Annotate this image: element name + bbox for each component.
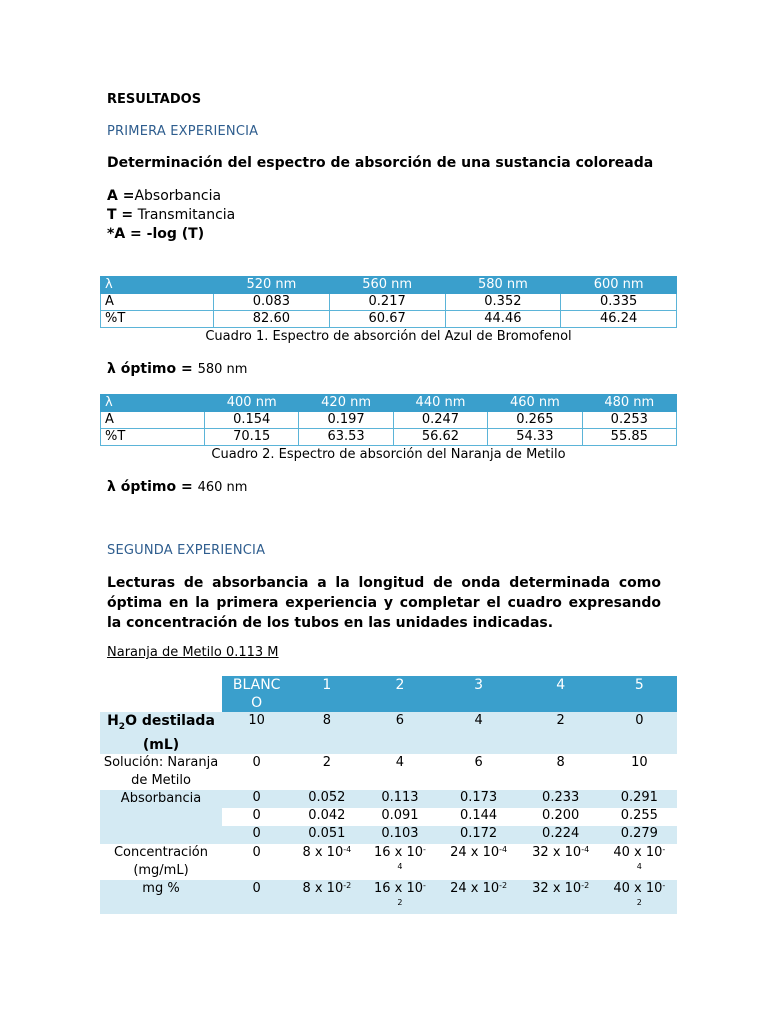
table-cell: 70.15 [205,429,299,446]
table-cell: 0.217 [329,294,445,311]
table-cell: 2 [322,754,331,770]
table-cell: 0.052 [308,789,346,805]
table-cell: 0.265 [488,412,582,429]
table-cell: 16 x 10- 2 [373,880,426,907]
row-label-solucion: Solución: Naranja de Metilo [103,754,219,788]
table-cell: 0 [252,844,261,860]
table-row [101,412,677,429]
table-cell: 16 x 10- 4 [373,844,426,871]
table-cell: 0 [252,825,261,841]
section-title-segunda: SEGUNDA EXPERIENCIA [107,543,266,558]
table-header-row [101,277,677,294]
table-cell: 0.051 [308,825,346,841]
table-cell: 32 x $10^{-2}$ [532,880,590,896]
table-header-cell: 580 nm [445,277,561,294]
table-header-row [100,676,677,712]
optimo-value: 580 nm [197,362,248,377]
table-cell: 40 x 10- 2 [613,880,666,907]
table-cell: 2 [556,713,565,728]
table-cell: %T [101,311,214,328]
table-cell: 8 x $10^{-2}$ [302,880,352,896]
concentration-table [100,676,677,914]
optimo-1 [107,361,247,377]
optimo-value: 460 nm [197,480,248,495]
table-cell: 0.197 [299,412,393,429]
table-cell: 10 [631,754,648,770]
table-cell: 6 [395,713,405,728]
table-row [101,294,677,311]
table-header-corner [100,676,222,712]
table-header-cell: λ [101,395,205,412]
table-header-cell: 560 nm [329,277,445,294]
table-cell: 82.60 [214,311,330,328]
table-cell: A [101,412,205,429]
table-caption-1: Cuadro 1. Espectro de absorción del Azul de Bromofenol [205,329,572,344]
table-header-cell: λ [101,277,214,294]
table-cell: 0.144 [459,807,498,823]
optimo-label: λ óptimo = [107,479,198,495]
row-label-mg: mg % [142,880,180,896]
table-cell: 0.200 [542,807,580,823]
def-t-key: T = [107,207,134,223]
table-cell: 0.233 [542,789,580,805]
table-cell: %T [101,429,205,446]
row-label-concentracion: Concentración (mg/mL) [113,844,208,878]
table-cell: 8 [322,713,331,728]
table-header-cell: 2 [362,676,437,712]
section-subtitle: Determinación del espectro de absorción de una sustancia coloreada [107,155,654,171]
table-row [100,754,677,790]
def-a-value: Absorbancia [134,188,222,204]
definitions [107,187,235,244]
table-cell: 0.291 [620,789,658,805]
table-header-cell: 420 nm [299,395,393,412]
table-header-cell: 480 nm [582,395,676,412]
page-heading: RESULTADOS [107,92,202,107]
table-cell: 0 [252,789,261,805]
table-cell: 6 [474,754,483,770]
table-header-cell: 460 nm [488,395,582,412]
table-cell: 0.091 [381,807,419,823]
table-cell: 0.154 [205,412,299,429]
table-cell: 0.173 [459,789,498,805]
table-header-cell: BLANC O [222,676,291,712]
table-cell: 0.083 [214,294,330,311]
table-cell: 0.103 [381,825,419,841]
table-row [101,311,677,328]
table-cell: 8 x $10^{-4}$ [302,844,352,860]
def-t-value: Transmitancia [133,207,236,223]
spectrum-table-2 [100,394,677,446]
optimo-2 [107,479,247,495]
spectrum-table-1 [100,276,677,328]
table-caption-2: Cuadro 2. Espectro de absorción del Naranja de Metilo [211,447,566,462]
table-header-cell: 600 nm [561,277,677,294]
table-header-cell: 3 [438,676,520,712]
table-row [101,429,677,446]
table-header-cell: 440 nm [393,395,487,412]
table-cell: 44.46 [445,311,561,328]
table-cell: 56.62 [393,429,487,446]
table-cell: 0 [635,713,644,728]
table-cell: 55.85 [582,429,676,446]
table-cell: 0 [252,880,261,896]
table-cell: 0 [252,754,261,770]
table-cell: 0.253 [582,412,676,429]
table-row [100,712,677,754]
table-cell: 10 [248,713,265,728]
table-header-cell: 400 nm [205,395,299,412]
table-cell: 8 [556,754,565,770]
table-cell: 0.172 [459,825,498,841]
table-cell: 4 [395,754,405,770]
table-row [100,880,677,914]
table-row [100,844,677,880]
table-cell: 24 x $10^{-2}$ [450,880,508,896]
instructions-paragraph: Lecturas de absorbancia a la longitud de onda determinada como óptima en la primera experiencia y completar el cuadro expresando la concentración de los tubos en las unidades indicadas. [107,575,661,631]
table-cell: 0.042 [308,807,346,823]
row-label-h2o: $H_2O$ destilada (mL) [107,713,215,753]
table-header-cell: 4 [520,676,602,712]
table-cell: 63.53 [299,429,393,446]
table-cell: 0.255 [620,807,658,823]
table-cell: 0.352 [445,294,561,311]
section-title-primera: PRIMERA EXPERIENCIA [107,124,259,139]
table-cell: 54.33 [488,429,582,446]
table-header-cell: 1 [291,676,362,712]
table-cell: 0.224 [542,825,580,841]
table-cell: 24 x $10^{-4}$ [450,844,508,860]
table-header-row [101,395,677,412]
table-cell: 0.113 [381,789,419,805]
optimo-label: λ óptimo = [107,361,198,377]
table-cell: 32 x $10^{-4}$ [532,844,590,860]
def-a-key: A = [107,188,135,204]
table-cell: 0 [252,807,261,823]
table-cell: 46.24 [561,311,677,328]
table-cell: A [101,294,214,311]
table-cell: 0.335 [561,294,677,311]
table-cell: 60.67 [329,311,445,328]
table-cell: 40 x 10- 4 [613,844,666,871]
solution-label: Naranja de Metilo 0.113 M [107,645,279,660]
table-header-cell: 520 nm [214,277,330,294]
table-cell: 0.247 [393,412,487,429]
table-cell: 4 [474,713,483,728]
table-row [100,790,677,808]
formula: *A = -log (T) [107,226,205,242]
table-cell: 0.279 [620,825,658,841]
row-label-absorbancia: Absorbancia [120,790,202,806]
table-header-cell: 5 [602,676,677,712]
